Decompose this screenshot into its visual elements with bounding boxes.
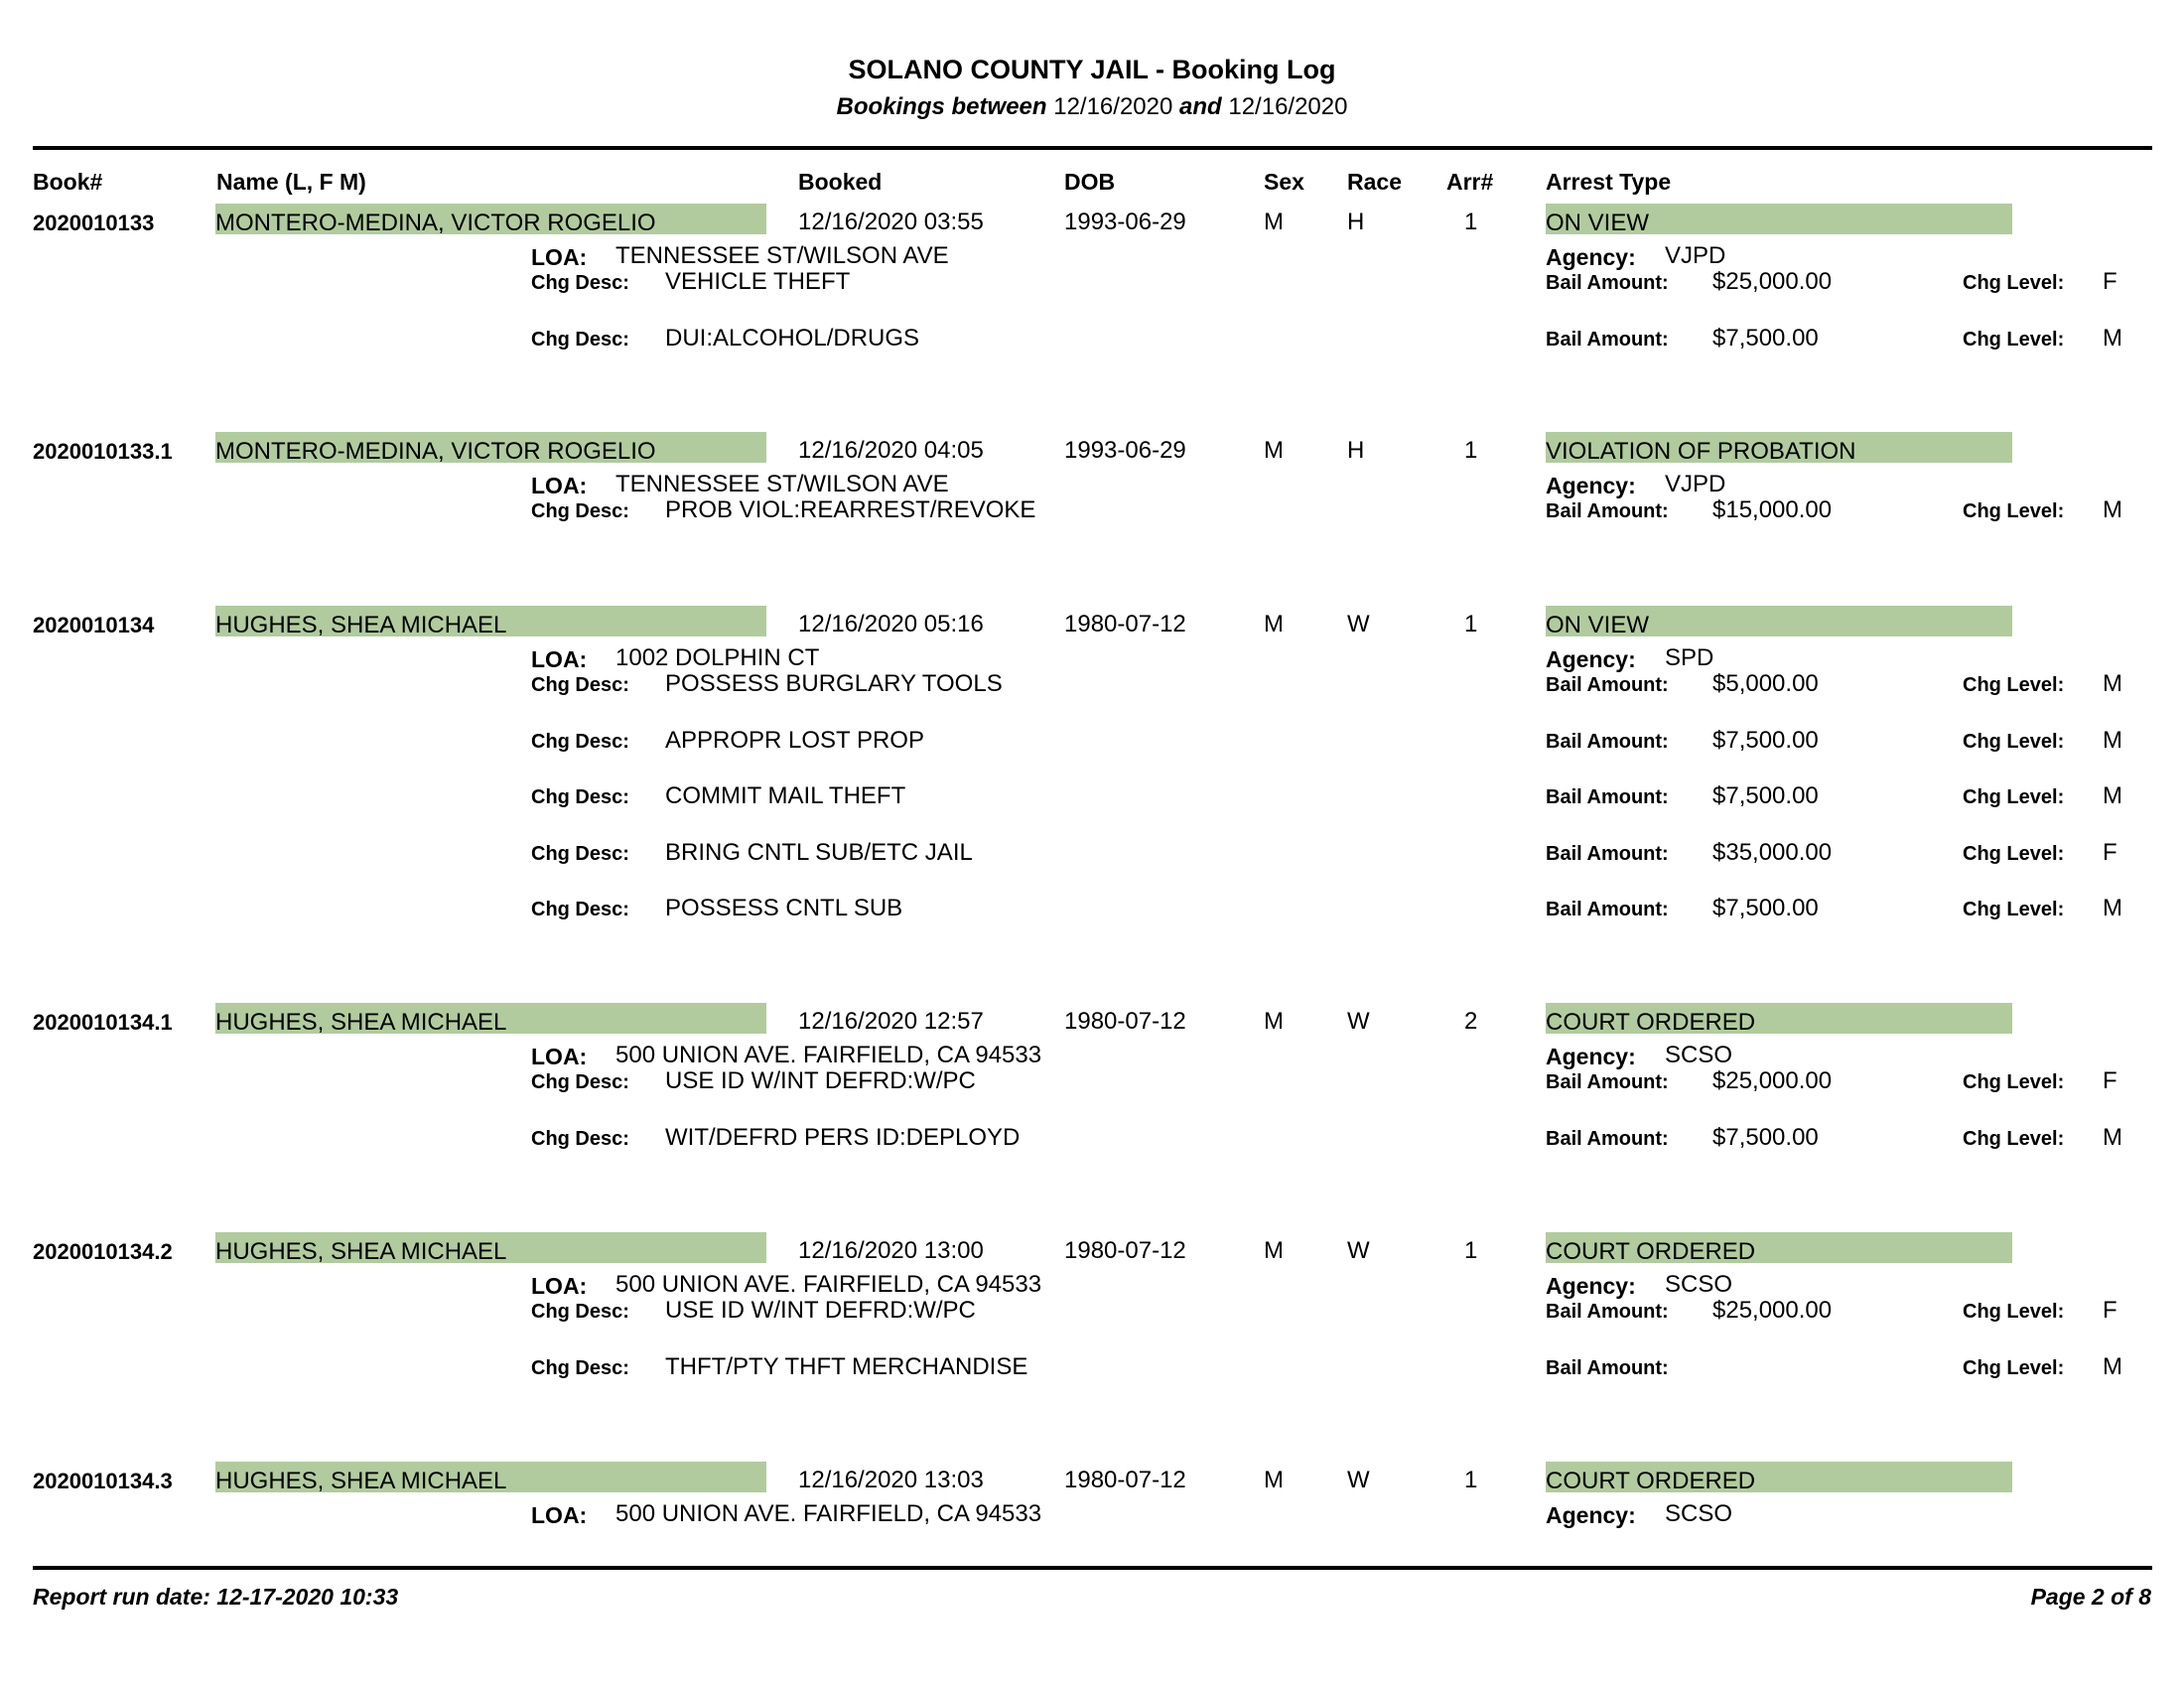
arrest-number: 1	[1464, 611, 1478, 637]
arrest-type-highlight	[1546, 1462, 2012, 1492]
arrest-type-highlight	[1546, 432, 2012, 463]
bail-amount-label: Bail Amount:	[1546, 500, 1669, 522]
inmate-name: HUGHES, SHEA MICHAEL	[215, 612, 507, 638]
book-number: 2020010133.1	[33, 439, 173, 464]
arrest-type: COURT ORDERED	[1546, 1238, 1756, 1265]
sex: M	[1264, 611, 1284, 637]
bottom-rule	[33, 1566, 2152, 1570]
race: W	[1347, 1008, 1370, 1035]
chg-level-value: M	[2103, 670, 2122, 697]
bail-amount-label: Bail Amount:	[1546, 786, 1669, 808]
arrest-type-highlight	[1546, 204, 2012, 234]
chg-level-value: M	[2103, 496, 2122, 523]
book-number: 2020010134.3	[33, 1469, 173, 1493]
race: W	[1347, 611, 1370, 637]
chg-level-label: Chg Level:	[1963, 500, 2065, 522]
arrest-type: COURT ORDERED	[1546, 1009, 1756, 1036]
dob: 1980-07-12	[1064, 1008, 1186, 1035]
booked-datetime: 12/16/2020 13:03	[798, 1467, 984, 1493]
book-number: 2020010133	[33, 211, 155, 235]
inmate-name-highlight	[215, 1462, 766, 1492]
loa-label: LOA:	[531, 1502, 588, 1528]
inmate-name-highlight	[215, 606, 766, 636]
sex: M	[1264, 1467, 1284, 1493]
arrest-type: COURT ORDERED	[1546, 1468, 1756, 1494]
inmate-name: HUGHES, SHEA MICHAEL	[215, 1238, 507, 1265]
chg-desc-label: Chg Desc:	[531, 1128, 629, 1150]
race: H	[1347, 209, 1365, 235]
chg-level-label: Chg Level:	[1963, 899, 2065, 920]
agency-label: Agency:	[1546, 1044, 1636, 1069]
bail-amount-value: $7,500.00	[1712, 895, 1819, 921]
col-header-arrest-type: Arrest Type	[1546, 169, 1672, 195]
arrest-number: 1	[1464, 1467, 1478, 1493]
agency-label: Agency:	[1546, 646, 1636, 672]
chg-desc-value: USE ID W/INT DEFRD:W/PC	[665, 1067, 976, 1094]
arrest-type: ON VIEW	[1546, 210, 1650, 236]
arrest-type: VIOLATION OF PROBATION	[1546, 438, 1856, 465]
chg-desc-label: Chg Desc:	[531, 329, 629, 351]
chg-level-label: Chg Level:	[1963, 786, 2065, 808]
chg-desc-label: Chg Desc:	[531, 843, 629, 865]
inmate-name-highlight	[215, 204, 766, 234]
chg-desc-label: Chg Desc:	[531, 1071, 629, 1093]
loa-value: 1002 DOLPHIN CT	[615, 644, 820, 671]
agency-label: Agency:	[1546, 473, 1636, 498]
agency-label: Agency:	[1546, 1273, 1636, 1299]
inmate-name-highlight	[215, 1232, 766, 1263]
sex: M	[1264, 437, 1284, 464]
chg-desc-value: APPROPR LOST PROP	[665, 727, 924, 754]
chg-desc-label: Chg Desc:	[531, 272, 629, 294]
sex: M	[1264, 209, 1284, 235]
race: W	[1347, 1467, 1370, 1493]
arrest-number: 1	[1464, 1237, 1478, 1264]
col-header-booked: Booked	[798, 169, 883, 195]
bail-amount-label: Bail Amount:	[1546, 329, 1669, 351]
bail-amount-label: Bail Amount:	[1546, 1128, 1669, 1150]
page-number: Page 2 of 8	[2030, 1584, 2151, 1610]
chg-level-value: M	[2103, 727, 2122, 754]
sex: M	[1264, 1008, 1284, 1035]
chg-level-value: M	[2103, 1353, 2122, 1380]
bail-amount-value: $7,500.00	[1712, 325, 1819, 352]
chg-level-label: Chg Level:	[1963, 1301, 2065, 1323]
bail-amount-value: $25,000.00	[1712, 268, 1833, 295]
chg-desc-value: DUI:ALCOHOL/DRUGS	[665, 325, 920, 352]
arrest-number: 2	[1464, 1008, 1478, 1035]
chg-desc-value: PROB VIOL:REARREST/REVOKE	[665, 496, 1036, 523]
chg-desc-label: Chg Desc:	[531, 1357, 629, 1379]
book-number: 2020010134.1	[33, 1010, 173, 1035]
arrest-number: 1	[1464, 209, 1478, 235]
loa-value: 500 UNION AVE. FAIRFIELD, CA 94533	[615, 1042, 1042, 1068]
col-header-arr: Arr#	[1446, 169, 1494, 195]
arrest-type-highlight	[1546, 1003, 2012, 1034]
chg-desc-value: POSSESS CNTL SUB	[665, 895, 903, 921]
book-number: 2020010134	[33, 613, 155, 637]
report-subtitle: Bookings between 12/16/2020 and 12/16/2020	[836, 93, 1348, 120]
dob: 1993-06-29	[1064, 209, 1186, 235]
inmate-name-highlight	[215, 1003, 766, 1034]
chg-level-label: Chg Level:	[1963, 843, 2065, 865]
inmate-name: HUGHES, SHEA MICHAEL	[215, 1468, 507, 1494]
chg-desc-label: Chg Desc:	[531, 674, 629, 696]
agency-label: Agency:	[1546, 244, 1636, 270]
booked-datetime: 12/16/2020 04:05	[798, 437, 984, 464]
bail-amount-value: $7,500.00	[1712, 782, 1819, 809]
loa-label: LOA:	[531, 473, 588, 498]
chg-desc-value: WIT/DEFRD PERS ID:DEPLOYD	[665, 1124, 1021, 1151]
chg-desc-label: Chg Desc:	[531, 731, 629, 753]
book-number: 2020010134.2	[33, 1239, 173, 1264]
bail-amount-value: $7,500.00	[1712, 727, 1819, 754]
report-title: SOLANO COUNTY JAIL - Booking Log	[848, 55, 1336, 84]
chg-level-label: Chg Level:	[1963, 329, 2065, 351]
agency-value: SCSO	[1665, 1271, 1733, 1298]
chg-level-label: Chg Level:	[1963, 272, 2065, 294]
chg-level-label: Chg Level:	[1963, 674, 2065, 696]
bail-amount-label: Bail Amount:	[1546, 843, 1669, 865]
booked-datetime: 12/16/2020 12:57	[798, 1008, 984, 1035]
arrest-type-highlight	[1546, 1232, 2012, 1263]
chg-desc-label: Chg Desc:	[531, 500, 629, 522]
chg-level-label: Chg Level:	[1963, 1128, 2065, 1150]
arrest-number: 1	[1464, 437, 1478, 464]
chg-level-value: F	[2103, 839, 2117, 866]
chg-level-value: M	[2103, 1124, 2122, 1151]
race: W	[1347, 1237, 1370, 1264]
arrest-type: ON VIEW	[1546, 612, 1650, 638]
loa-value: 500 UNION AVE. FAIRFIELD, CA 94533	[615, 1500, 1042, 1527]
dob: 1980-07-12	[1064, 611, 1186, 637]
chg-desc-label: Chg Desc:	[531, 1301, 629, 1323]
inmate-name-highlight	[215, 432, 766, 463]
inmate-name: MONTERO-MEDINA, VICTOR ROGELIO	[215, 210, 656, 236]
dob: 1980-07-12	[1064, 1237, 1186, 1264]
loa-label: LOA:	[531, 244, 588, 270]
dob: 1993-06-29	[1064, 437, 1186, 464]
bail-amount-label: Bail Amount:	[1546, 899, 1669, 920]
bail-amount-label: Bail Amount:	[1546, 1071, 1669, 1093]
loa-label: LOA:	[531, 646, 588, 672]
loa-value: TENNESSEE ST/WILSON AVE	[615, 242, 949, 269]
chg-level-value: F	[2103, 268, 2117, 295]
chg-desc-value: THFT/PTY THFT MERCHANDISE	[665, 1353, 1028, 1380]
bail-amount-value: $5,000.00	[1712, 670, 1819, 697]
chg-level-value: F	[2103, 1297, 2117, 1324]
chg-level-value: M	[2103, 895, 2122, 921]
sex: M	[1264, 1237, 1284, 1264]
arrest-type-highlight	[1546, 606, 2012, 636]
bail-amount-value: $7,500.00	[1712, 1124, 1819, 1151]
chg-desc-label: Chg Desc:	[531, 899, 629, 920]
agency-value: SPD	[1665, 644, 1714, 671]
inmate-name: MONTERO-MEDINA, VICTOR ROGELIO	[215, 438, 656, 465]
chg-desc-value: POSSESS BURGLARY TOOLS	[665, 670, 1003, 697]
race: H	[1347, 437, 1365, 464]
chg-level-label: Chg Level:	[1963, 1357, 2065, 1379]
bail-amount-label: Bail Amount:	[1546, 731, 1669, 753]
report-run-date: Report run date: 12-17-2020 10:33	[33, 1584, 399, 1610]
booked-datetime: 12/16/2020 05:16	[798, 611, 984, 637]
agency-label: Agency:	[1546, 1502, 1636, 1528]
bail-amount-value: $25,000.00	[1712, 1067, 1833, 1094]
agency-value: SCSO	[1665, 1500, 1733, 1527]
chg-desc-label: Chg Desc:	[531, 786, 629, 808]
loa-label: LOA:	[531, 1044, 588, 1069]
chg-desc-value: BRING CNTL SUB/ETC JAIL	[665, 839, 973, 866]
booked-datetime: 12/16/2020 13:00	[798, 1237, 984, 1264]
bail-amount-label: Bail Amount:	[1546, 674, 1669, 696]
col-header-name: Name (L, F M)	[216, 169, 366, 195]
top-rule	[33, 146, 2152, 150]
col-header-book: Book#	[33, 169, 103, 195]
loa-value: 500 UNION AVE. FAIRFIELD, CA 94533	[615, 1271, 1042, 1298]
loa-value: TENNESSEE ST/WILSON AVE	[615, 471, 949, 497]
bail-amount-value: $25,000.00	[1712, 1297, 1833, 1324]
agency-value: VJPD	[1665, 471, 1726, 497]
col-header-sex: Sex	[1264, 169, 1304, 195]
agency-value: VJPD	[1665, 242, 1726, 269]
chg-level-value: M	[2103, 782, 2122, 809]
bail-amount-value: $15,000.00	[1712, 496, 1833, 523]
chg-desc-value: USE ID W/INT DEFRD:W/PC	[665, 1297, 976, 1324]
chg-level-value: F	[2103, 1067, 2117, 1094]
chg-level-label: Chg Level:	[1963, 1071, 2065, 1093]
booked-datetime: 12/16/2020 03:55	[798, 209, 984, 235]
col-header-race: Race	[1347, 169, 1402, 195]
chg-desc-value: COMMIT MAIL THEFT	[665, 782, 906, 809]
bail-amount-label: Bail Amount:	[1546, 1301, 1669, 1323]
bail-amount-label: Bail Amount:	[1546, 1357, 1669, 1379]
bail-amount-value: $35,000.00	[1712, 839, 1833, 866]
dob: 1980-07-12	[1064, 1467, 1186, 1493]
inmate-name: HUGHES, SHEA MICHAEL	[215, 1009, 507, 1036]
chg-desc-value: VEHICLE THEFT	[665, 268, 851, 295]
bail-amount-label: Bail Amount:	[1546, 272, 1669, 294]
loa-label: LOA:	[531, 1273, 588, 1299]
col-header-dob: DOB	[1064, 169, 1116, 195]
chg-level-value: M	[2103, 325, 2122, 352]
agency-value: SCSO	[1665, 1042, 1733, 1068]
chg-level-label: Chg Level:	[1963, 731, 2065, 753]
